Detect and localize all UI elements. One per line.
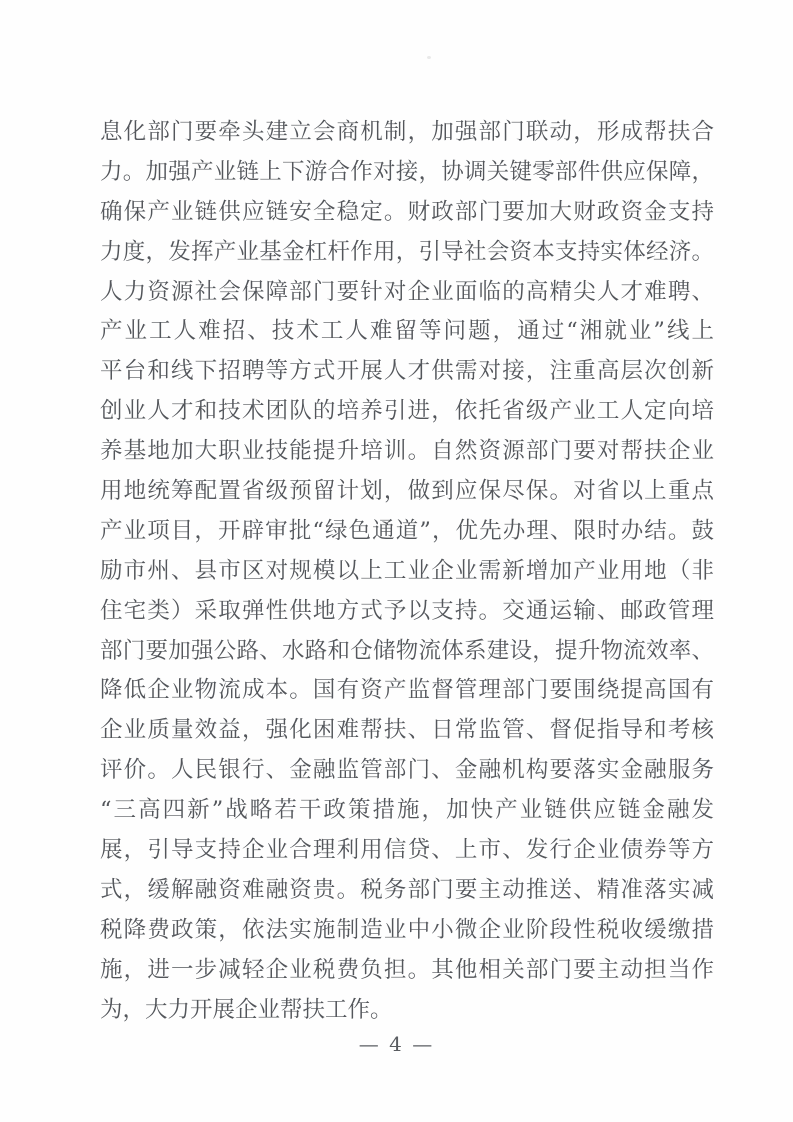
text-line: “三高四新”战略若干政策措施，加快产业链供应链金融发 — [100, 797, 714, 824]
text-line: 人力资源社会保障部门要针对企业面临的高精尖人才难聘、 — [100, 278, 714, 305]
text-line: 施，进一步减轻企业税费负担。其他相关部门要主动担当作 — [100, 956, 714, 983]
text-line: 平台和线下招聘等方式开展人才供需对接，注重高层次创新 — [100, 358, 714, 385]
text-line: 息化部门要牵头建立会商机制，加强部门联动，形成帮扶合 — [100, 119, 714, 145]
text-line: 住宅类）采取弹性供地方式予以支持。交通运输、邮政管理 — [100, 597, 714, 624]
text-line: 评价。人民银行、金融监管部门、金融机构要落实金融服务 — [100, 757, 714, 784]
text-line: 降低企业物流成本。国有资产监督管理部门要围绕提高国有 — [100, 677, 714, 704]
text-line: 式，缓解融资难融资贵。税务部门要主动推送、精准落实减 — [100, 876, 714, 903]
scan-artifact-dot — [427, 56, 431, 59]
text-line: 创业人才和技术团队的培养引进，依托省级产业工人定向培 — [100, 398, 714, 425]
text-line: 养基地加大职业技能提升培训。自然资源部门要对帮扶企业 — [100, 438, 714, 465]
text-line: 确保产业链供应链安全稳定。财政部门要加大财政资金支持 — [100, 198, 714, 225]
text-line: 用地统筹配置省级预留计划，做到应保尽保。对省以上重点 — [100, 478, 714, 505]
text-line: 产业工人难招、技术工人难留等问题，通过“湘就业”线上 — [100, 318, 714, 345]
text-line: 税降费政策，依法实施制造业中小微企业阶段性税收缓缴措 — [100, 916, 714, 943]
page-number: — 4 — — [358, 1032, 435, 1056]
text-line: 为，大力开展企业帮扶工作。 — [100, 996, 393, 1023]
document-body — [100, 113, 714, 1030]
text-line: 力。加强产业链上下游合作对接，协调关键零部件供应保障， — [100, 158, 714, 185]
text-line: 企业质量效益，强化困难帮扶、日常监管、督促指导和考核 — [100, 717, 714, 744]
text-line: 部门要加强公路、水路和仓储物流体系建设，提升物流效率、 — [100, 637, 714, 664]
text-line: 展，引导支持企业合理利用信贷、上市、发行企业债券等方 — [100, 837, 714, 864]
text-line: 励市州、县市区对规模以上工业企业需新增加产业用地（非 — [100, 557, 714, 584]
text-line: 产业项目，开辟审批“绿色通道”，优先办理、限时办结。鼓 — [100, 517, 714, 544]
text-line: 力度，发挥产业基金杠杆作用，引导社会资本支持实体经济。 — [100, 238, 714, 265]
